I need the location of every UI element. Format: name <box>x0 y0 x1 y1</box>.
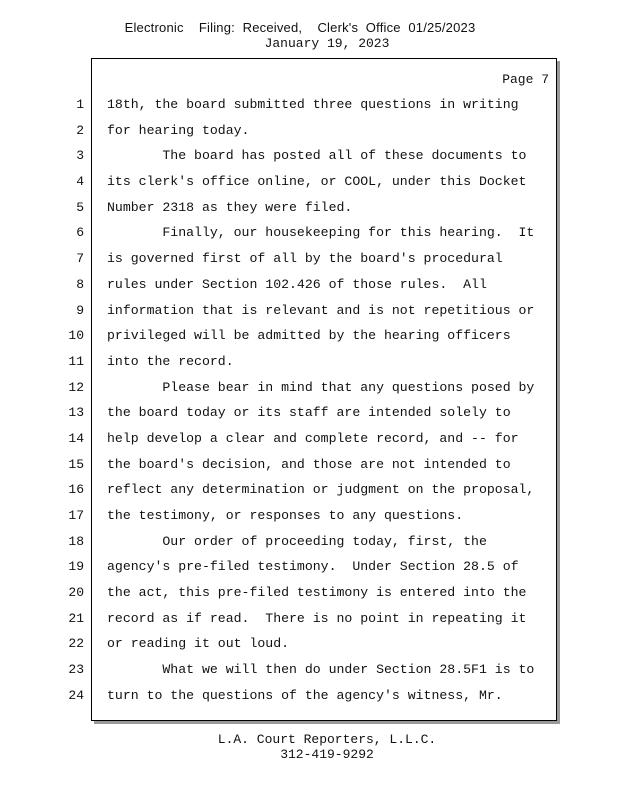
line-number: 20 <box>68 585 84 601</box>
line-number: 6 <box>76 225 84 241</box>
line-number: 24 <box>68 687 84 703</box>
transcript-line: information that is relevant and is not repetitious or <box>107 302 535 318</box>
line-number: 2 <box>76 122 84 138</box>
line-number: 17 <box>68 508 84 523</box>
line-number: 21 <box>68 610 84 626</box>
transcript-line: turn to the questions of the agency's witness, Mr. <box>107 687 503 703</box>
line-number: 23 <box>68 662 84 678</box>
transcript-line: for hearing today. <box>107 122 250 138</box>
line-number: 14 <box>68 430 84 446</box>
transcript-line: help develop a clear and complete record, and -- for <box>107 430 519 446</box>
line-number: 16 <box>68 482 84 498</box>
line-number-column <box>0 92 84 709</box>
line-number: 18 <box>68 533 84 549</box>
line-number: 4 <box>76 174 84 190</box>
reporter-company: L.A. Court Reporters, L.L.C. <box>217 732 437 747</box>
transcript-line: record as if read. There is no point in repeating it <box>107 610 527 626</box>
line-number: 15 <box>68 456 84 472</box>
transcript-line: Number 2318 as they were filed. <box>107 199 353 215</box>
transcript-line: into the record. <box>107 353 234 369</box>
transcript-line: or reading it out loud. <box>107 636 290 652</box>
line-number: 5 <box>76 199 84 215</box>
reporter-phone: 312-419-9292 <box>280 747 374 762</box>
line-number: 11 <box>68 353 84 369</box>
transcript-line: What we will then do under Section 28.5F1 is to <box>107 662 535 678</box>
transcript-line: The board has posted all of these documents to <box>107 148 527 164</box>
reporter-footer <box>0 732 618 762</box>
transcript-body <box>107 92 547 709</box>
transcript-line: rules under Section 102.426 of those rules. All <box>107 276 487 292</box>
line-number: 1 <box>76 97 84 112</box>
line-number: 10 <box>68 328 84 344</box>
line-number: 19 <box>68 559 84 575</box>
transcript-line: Finally, our housekeeping for this hearing. It <box>107 225 535 241</box>
transcript-line: the board's decision, and those are not intended to <box>107 456 511 472</box>
filing-stamp: Electronic Filing: Received, Clerk's Office 01/25/2023 <box>124 20 476 35</box>
transcript-line: the testimony, or responses to any questions. <box>107 508 464 523</box>
line-number: 9 <box>76 302 84 318</box>
transcript-line: is governed first of all by the board's procedural <box>107 251 503 267</box>
line-number: 12 <box>68 379 84 395</box>
transcript-line: Please bear in mind that any questions posed by <box>107 379 535 395</box>
transcript-date: January 19, 2023 <box>264 36 390 51</box>
transcript-line: the board today or its staff are intended solely to <box>107 405 511 421</box>
transcript-line: Our order of proceeding today, first, the <box>107 533 487 549</box>
line-number: 13 <box>68 405 84 421</box>
line-number: 7 <box>76 251 84 267</box>
transcript-line: agency's pre-filed testimony. Under Section 28.5 of <box>107 559 519 575</box>
line-number: 3 <box>76 148 84 164</box>
transcript-line: reflect any determination or judgment on the proposal, <box>107 482 535 498</box>
transcript-line: 18th, the board submitted three questions in writing <box>107 97 519 112</box>
line-number: 8 <box>76 276 84 292</box>
line-number: 22 <box>68 636 84 652</box>
transcript-line: its clerk's office online, or COOL, under this Docket <box>107 174 527 190</box>
page-number: Page 7 <box>502 72 549 87</box>
transcript-line: privileged will be admitted by the hearing officers <box>107 328 511 344</box>
transcript-line: the act, this pre-filed testimony is entered into the <box>107 585 527 601</box>
